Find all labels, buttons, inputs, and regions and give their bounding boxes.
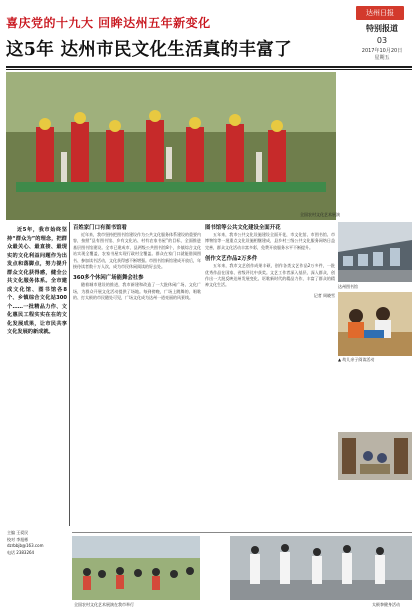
bottom-left-caption: 全国农村文化艺术展演在我市举行 — [74, 602, 134, 607]
issue-date: 2017年10月20日 — [361, 48, 403, 54]
imprint-proofreader: 校对 李旭彬 — [7, 536, 29, 542]
headline-rule — [6, 66, 412, 68]
section-body: 近年来，我市坚持把图书馆建设作为公共文化服务体系建设的重要内容，按照“县有图书馆、乡有文化站、村有农家书屋”的目标，全面推进基层图书馆建设。全市已建成市、县两级公共图书馆8个，乡镇综合文化站实现全覆盖，农家书屋实现行政村全覆盖。群众在家门口就能借阅图书、参加读书活动，文化获得感不断增强。市图书馆新馆建成开放后，年接待读者数十万人次，成为市民休闲阅读的好去处。 — [73, 232, 201, 270]
performance-photo-caption: 全国农村文化艺术展演 — [300, 212, 340, 217]
bottom-right-photo — [230, 536, 412, 600]
page-headline: 这5年 达州市民文化生活真的丰富了 — [6, 40, 292, 60]
library-building-art — [338, 222, 412, 282]
library-photo-caption: 达州图书馆 — [338, 284, 358, 289]
article-byline: 记者 周晓雪 — [313, 292, 335, 298]
article-column-right — [205, 224, 335, 524]
imprint-phone: 电话 2383264 — [7, 549, 35, 555]
section-label: 特别报道 — [366, 24, 398, 33]
column-divider — [69, 222, 70, 526]
children-reading-photo — [338, 292, 412, 356]
special-report-banner: 喜庆党的十九大 回眸达州五年新变化 — [6, 16, 211, 30]
lead-paragraph: 近5年，我市始终坚持“群众为”的理念，把群众最关心、最直接、最现实的文化利益问题作为出发点和落脚点，努力提升群众文化获得感，健全公共文化服务体系。全市建成文化馆、图书馆各8个、乡镇综合文化站300个……一批精品力作、文化惠民工程实实在在的文化发展成果，让市民共享文化发展的新成就。 — [7, 227, 67, 335]
library-building-photo — [338, 222, 412, 282]
section-body: 五年来，我市文艺创作成果丰硕，创作各类文艺作品2万多件，一批优秀作品在国家、省级评比中获奖。文艺工作者深入基层、深入群众，创作出一大批反映达州发展变化、讴歌新时代的精品力作，丰富了群众的精神文化生活。 — [205, 263, 335, 288]
library-interior-photo — [338, 432, 412, 480]
imprint-editor: 主编 王爱民 — [7, 530, 29, 535]
bottom-right-caption: 太极拳健身活动 — [372, 602, 400, 607]
bottom-rule — [72, 532, 412, 533]
section-heading: 图书馆等公共文化建设全面开花 — [205, 225, 281, 231]
performance-photo-art — [6, 72, 336, 220]
performance-photo — [6, 72, 336, 220]
issue-weekday: 星期五 — [374, 55, 390, 61]
section-body: 五年来，我市公共文化设施建设全面开花，市文化馆、市图书馆、市博物馆等一批重点文化设施相继建成，县乡村三级公共文化服务网络日益完善，群众文化活动丰富多彩，免费开放服务水平不断提升。 — [205, 232, 335, 250]
children-reading-art — [338, 292, 412, 356]
article-column-left — [73, 224, 201, 524]
bottom-left-art — [72, 536, 200, 600]
children-photo-caption: ▲ 幼儿亲子阅读活动 — [338, 357, 375, 362]
newspaper-logo: 达州日报 — [356, 6, 404, 20]
section-heading: 360多个休闲广场能舞会社参 — [73, 275, 144, 282]
imprint-email: dzrbbjb@163.com — [7, 543, 44, 548]
bottom-left-photo — [72, 536, 200, 600]
bottom-right-art — [230, 536, 412, 600]
section-heading: 创作文艺作品2万多件 — [205, 256, 258, 263]
section-body: 随着城市建设的推进，我市新建和改造了一大批休闲广场、文化广场，为群众开展文化活动提供了场地。每到傍晚，广场上跳舞的、唱歌的、打太极的市民随处可见，广场文化成为达州一道亮丽的风景线。 — [73, 282, 201, 301]
imprint-block — [7, 530, 69, 556]
headline-rule-thin — [6, 69, 412, 70]
section-heading: 百姓家门口有图书馆看 — [73, 225, 127, 231]
page-number: 03 — [376, 36, 388, 45]
library-interior-art — [338, 432, 412, 480]
